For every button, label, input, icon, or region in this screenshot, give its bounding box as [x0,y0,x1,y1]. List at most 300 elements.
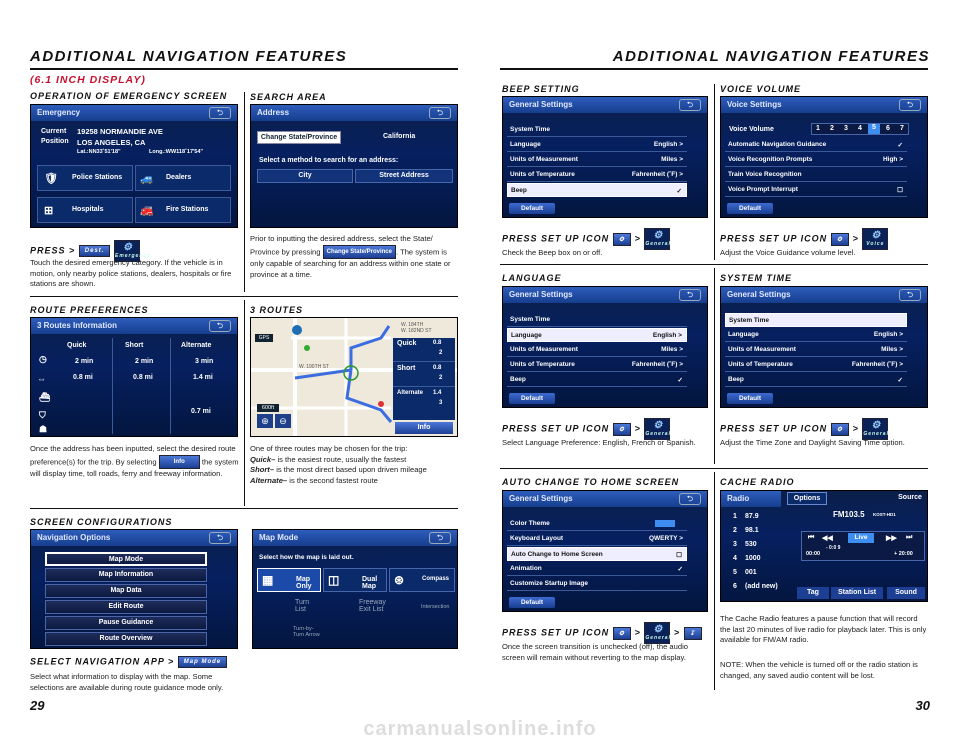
default-button[interactable]: Default [509,203,555,214]
voice-heading: VOICE VOLUME [720,84,802,94]
street-w184: W. 184TH [401,322,424,328]
route-overview-item[interactable]: Route Overview [45,632,207,646]
route-pref-heading: ROUTE PREFERENCES [30,305,149,315]
freeway-exit-label: Freeway Exit List [359,599,386,613]
press-setup-label: PRESS SET UP ICON [720,423,828,434]
map-mode-prompt: Select how the map is laid out. [259,554,354,561]
route-alternate-time: 3 [439,400,443,406]
default-button[interactable]: Default [727,203,773,214]
back-icon[interactable]: ⮌ [429,107,451,119]
vol-7[interactable]: 7 [900,125,904,132]
alternate-dist: 1.4 mi [193,374,213,381]
route-short-option[interactable] [393,363,455,387]
voice-icon: ⚙ Voice [862,228,888,250]
units-measure-row[interactable] [507,153,687,167]
general-icon: ⚙ General [644,228,670,250]
short-dist: 0.8 mi [133,374,153,381]
change-state-button[interactable]: Change State/Province [257,131,341,144]
back-icon[interactable]: ◀◀ [822,535,833,542]
quick-time: 2 min [75,358,94,365]
press-setup-label: PRESS SET UP ICON [720,233,828,244]
station-list-button[interactable]: Station List [831,587,883,599]
row-label: Keyboard Layout [510,535,564,542]
route-quick-dist: 0.8 [433,340,442,346]
setup-icon: ⚙ [831,423,849,436]
setup-icon: ⚙ [613,233,631,246]
row-label: System Time [729,317,769,324]
checkbox-icon: ✓ [676,188,682,195]
divider-h1 [30,296,458,297]
page-number-left: 29 [30,698,45,713]
setup-icon: ⚙ [613,627,631,640]
row-value: QWERTY > [648,535,683,542]
row-label: Beep [511,187,527,194]
route-pref-body-b: the system will display time, toll roads, ferry and freeway information. [30,456,239,478]
beep-screen [502,96,708,218]
live-button[interactable]: Live [848,533,874,543]
system-time-body: Adjust the Time Zone and Daylight Saving Time option. [720,438,905,447]
state-value: California [383,133,416,140]
police-stations-button[interactable] [37,165,133,191]
search-body [250,234,458,280]
preset-4[interactable]: 1000 [745,555,761,562]
color-swatch [655,520,675,527]
system-time-row[interactable] [507,123,687,137]
units-measure-row[interactable] [725,343,907,357]
setup-icon: ⚙ [613,423,631,436]
row-label: Color Theme [510,520,550,527]
system-time-screen [720,286,928,408]
general-icon: ⚙ General [862,418,888,440]
beep-row[interactable] [507,183,687,197]
title-rule-right [500,68,928,70]
back-icon[interactable]: ⮌ [209,320,231,332]
short-time: 2 min [135,358,154,365]
quick-desc: is the easiest route, usually the fastest [277,454,407,464]
address-screen-title: Address [251,105,457,121]
three-routes-intro: One of three routes may be chosen for the trip: [250,444,408,453]
info-inline: Info [159,455,200,470]
row-label: Voice Recognition Prompts [728,156,813,163]
vol-2[interactable]: 2 [830,125,834,132]
back-icon[interactable]: ⮌ [679,99,701,111]
route-pref-body [30,444,240,480]
divider-h3 [500,264,928,265]
quick-term: Quick– [250,454,276,464]
language-heading: LANGUAGE [502,273,562,283]
emergency-icon: ⚙ Emergency [114,240,140,262]
map-data-item[interactable]: Map Data [45,584,207,598]
skip-icon[interactable]: ⏭ [906,534,913,541]
quick-label: Quick [67,342,87,349]
units-temp-row[interactable] [725,358,907,372]
language-press: PRESS SET UP ICON ⚙ > ⚙ General [502,418,670,440]
row-label: Units of Temperature [510,171,575,178]
divider-v5 [714,472,715,690]
scale-label: 600ft [257,404,279,412]
quick-dist: 0.8 mi [73,374,93,381]
map-grid-icon: ▦ [262,573,274,587]
route-short-dist: 0.8 [433,365,442,371]
turn-by-turn-option[interactable] [257,624,321,648]
emergency-screen-title: Emergency [31,105,237,121]
scroll-down-icon: ↧ [684,627,702,640]
row-value: Miles > [661,346,683,353]
system-time-row[interactable] [725,313,907,327]
short-term: Short– [250,465,275,474]
checkbox-icon: ☐ [897,187,903,194]
divider-v4 [714,268,715,464]
short-label: Short [125,342,144,349]
dealers-button[interactable] [135,165,231,191]
general-settings-title: General Settings [721,287,927,303]
row-label: Language [510,141,541,148]
dual-map-label: Dual Map [362,576,378,590]
train-voice-row[interactable] [725,168,907,182]
route-quick-option[interactable] [393,338,455,362]
alternate-extra: 0.7 mi [191,408,211,415]
intersection-option[interactable] [389,596,455,620]
preset-1[interactable]: 87.9 [745,513,759,520]
freeway-icon: ⛉ [39,410,46,420]
address-line2: LOS ANGELES, CA [77,138,146,147]
route-quick-time: 2 [439,350,443,356]
alternate-time: 3 min [195,358,214,365]
back-icon[interactable]: ⮌ [899,99,921,111]
row-value: Miles > [661,156,683,163]
preset-6[interactable]: (add new) [745,583,778,590]
cache-player [801,531,925,561]
map-only-label: Map Only [296,576,312,590]
police-stations-label: Police Stations [72,174,123,181]
page-title-right: ADDITIONAL NAVIGATION FEATURES [612,48,930,65]
units-measure-row[interactable] [507,343,687,357]
search-screen [250,104,458,228]
route-alternate-name: Alternate [397,390,424,396]
ferry-icon: ⛴ [39,392,51,402]
voice-recog-prompts-row[interactable] [725,153,907,167]
alternate-column[interactable] [173,338,235,434]
general-settings-title: General Settings [503,491,707,507]
row-value: Fahrenheit (˚F) > [851,361,903,368]
back-icon[interactable]: ⮌ [679,493,701,505]
search-prompt: Select a method to search for an address: [259,157,399,164]
press-label: PRESS > [30,245,76,256]
checkbox-icon: ✓ [897,142,903,149]
fire-stations-button[interactable] [135,197,231,223]
screen-config-heading: SCREEN CONFIGURATIONS [30,517,173,527]
auto-change-body: Once the screen transition is unchecked (off), the audio screen will remain without reverting to the map display. [502,642,689,662]
system-time-press: PRESS SET UP ICON ⚙ > ⚙ General [720,418,888,440]
cache-radio-heading: CACHE RADIO [720,477,795,487]
row-label: Automatic Navigation Guidance [728,141,827,148]
turn-list-label: Turn List [295,599,310,613]
row-value: Fahrenheit (˚F) > [631,361,683,368]
forward-icon[interactable]: ▶▶ [886,535,897,542]
back-icon[interactable]: ⮌ [899,289,921,301]
volume-selector[interactable] [811,123,909,135]
latitude: Lat.:NN33˚51'18" [77,149,121,155]
preset-list [723,509,793,599]
checkbox-icon: ✓ [677,566,683,573]
row-label: Units of Temperature [728,361,793,368]
alternate-label: Alternate [181,342,212,349]
longitude: Long.:WW118˚17'54" [149,149,204,155]
compass-option[interactable] [389,568,455,592]
auto-change-screen [502,490,708,612]
offset-time: - 0:0 9 [826,545,841,551]
zoom-out-button[interactable]: ⊖ [275,414,291,428]
vol-3[interactable]: 3 [844,125,848,132]
dual-map-icon: ◫ [328,573,340,587]
police-icon: 🛡 [44,173,58,185]
current-position-label: Current Position [41,128,69,145]
general-settings-title: General Settings [503,97,707,113]
beep-heading: BEEP SETTING [502,84,580,94]
route-alternate-option[interactable] [393,388,455,412]
divider-h2 [30,508,458,509]
route-quick-name: Quick [397,340,417,347]
preset-2[interactable]: 98.1 [745,527,759,534]
voice-screen [720,96,928,218]
language-row[interactable] [507,138,687,152]
dual-map-option[interactable] [323,568,387,592]
station-call: KOST-HD1 [873,512,896,517]
route-short-time: 2 [439,375,443,381]
dealers-label: Dealers [166,174,192,181]
checkbox-icon: ✓ [677,377,683,384]
press-setup-label: PRESS SET UP ICON [502,233,610,244]
default-button[interactable]: Default [727,393,773,404]
pause-guidance-item[interactable]: Pause Guidance [45,616,207,630]
units-temp-row[interactable] [507,168,687,182]
edit-route-item[interactable]: Edit Route [45,600,207,614]
default-button[interactable]: Default [509,393,555,404]
preset-3[interactable]: 530 [745,541,757,548]
search-heading: SEARCH AREA [250,92,327,102]
map-screen [250,317,458,437]
setup-icon: ⚙ [831,233,849,246]
radio-screen [720,490,928,602]
keyboard-layout-row[interactable] [507,532,687,546]
beep-body: Check the Beep box on or off. [502,248,603,257]
dealer-icon: 🚙 [140,173,154,185]
color-theme-row[interactable] [507,517,687,531]
auto-change-press: PRESS SET UP ICON ⚙ > ⚙ General > ↧ [502,622,702,644]
preset-5[interactable]: 001 [745,569,757,576]
three-routes-heading: 3 ROUTES [250,305,304,315]
map-mode-screen [252,529,458,649]
search-body-b: . The system is only capable of searching for an address within one state or province at a time. [250,246,451,279]
elapsed-time: 00:00 [806,551,821,557]
row-label: Language [511,332,542,339]
short-column[interactable] [115,338,171,434]
zoom-in-button[interactable]: ⊕ [257,414,273,428]
row-value: English > [873,331,903,338]
map-mode-title: Map Mode [253,530,457,546]
source-button[interactable]: Source [898,494,922,501]
map-only-option[interactable] [257,568,321,592]
row-label: Units of Measurement [510,346,578,353]
preset-2-num: 2 [733,527,737,534]
emergency-body: Touch the desired emergency category. If the vehicle is in motion, only nearby police stations, dealers, hospitals or fire stations are shown. [30,258,232,288]
system-time-heading: SYSTEM TIME [720,273,793,283]
emergency-screen [30,104,238,228]
vol-1[interactable]: 1 [816,125,820,132]
map-mode-inline: Map Mode [178,656,227,668]
row-label: System Time [510,316,550,323]
row-value: English > [652,332,682,339]
cache-radio-body1: The Cache Radio features a pause function that will record the last 20 minutes of live radio for playback later. This is only available for FM/AM radio. [720,614,927,644]
street-w182: W. 182ND ST [401,328,432,334]
options-button[interactable]: Options [787,492,827,505]
checkbox-icon: ✓ [897,377,903,384]
emergency-heading: OPERATION OF EMERGENCY SCREEN [30,91,228,101]
row-value: Fahrenheit (˚F) > [631,171,683,178]
gps-button[interactable]: GPS [255,334,273,342]
rewind-icon[interactable]: ⏮ [808,534,815,541]
change-state-inline: Change State/Province [323,245,396,260]
language-screen [502,286,708,408]
preset-5-num: 5 [733,569,737,576]
vol-6[interactable]: 6 [886,125,890,132]
page-number-right: 30 [915,698,930,713]
tag-button[interactable]: Tag [797,587,829,599]
cache-radio-body2: NOTE: When the vehicle is turned off or the radio station is changed, any saved audio content will be lost. [720,660,918,680]
units-temp-row[interactable] [507,358,687,372]
routes-info-title: 3 Routes Information [31,318,237,334]
freeway-exit-option[interactable] [323,596,387,620]
preset-1-num: 1 [733,513,737,520]
beep-row[interactable] [725,373,907,387]
route-short-name: Short [397,365,416,372]
page-title-left: ADDITIONAL NAVIGATION FEATURES [30,48,348,65]
language-row[interactable] [725,328,907,342]
nav-options-title: Navigation Options [31,530,237,546]
sound-button[interactable]: Sound [887,587,925,599]
press-setup-label: PRESS SET UP ICON [502,627,610,638]
hospitals-button[interactable] [37,197,133,223]
hospital-icon: ⊞ [44,205,54,217]
back-icon[interactable]: ⮌ [679,289,701,301]
row-label: Language [728,331,759,338]
general-icon: ⚙ General [644,622,670,644]
route-options-panel [393,338,455,420]
auto-change-row[interactable] [507,547,687,561]
divider-v3 [714,84,715,260]
row-label: Voice Prompt Interrupt [728,186,798,193]
auto-change-heading: AUTO CHANGE TO HOME SCREEN [502,477,680,487]
route-alternate-dist: 1.4 [433,390,442,396]
back-icon[interactable]: ⮌ [209,532,231,544]
voice-press: PRESS SET UP ICON ⚙ > ⚙ Voice [720,228,888,250]
fire-truck-icon: 🚒 [140,205,154,217]
row-value: English > [653,141,683,148]
voice-prompt-interrupt-row[interactable] [725,183,907,197]
remaining-time: + 20:00 [894,551,913,557]
clock-icon: ◷ [39,354,47,364]
dest-button: Dest. [79,245,111,257]
row-label: Units of Temperature [510,361,575,368]
row-label: Auto Change to Home Screen [511,551,603,558]
three-routes-body [250,444,460,486]
toll-icon: ⇔ [37,374,46,384]
turn-list-option[interactable] [257,596,321,620]
language-row[interactable] [507,328,687,342]
row-value: High > [882,156,903,163]
system-time-row[interactable] [507,313,687,327]
preset-4-num: 4 [733,555,737,562]
voice-body: Adjust the Voice Guidance volume level. [720,248,856,257]
animation-row[interactable] [507,562,687,576]
checkbox-icon: ☐ [676,552,682,559]
footer-watermark: carmanualsonline.info [363,718,597,740]
route-pref-body-a: Once the address has been inputted, select the desired route preference(s) for the trip. By selecting [30,444,236,466]
hospitals-label: Hospitals [72,206,104,213]
map-information-item[interactable]: Map Information [45,568,207,582]
back-icon[interactable]: ⮌ [209,107,231,119]
fire-stations-label: Fire Stations [166,206,209,213]
vol-4[interactable]: 4 [858,125,862,132]
default-button[interactable]: Default [509,597,555,608]
search-body-a: Prior to inputting the desired address, select the State/ Province by pressing [250,234,433,256]
route-pref-screen [30,317,238,437]
short-desc: is the most direct based upon driven mileage [276,465,427,474]
startup-image-row[interactable] [507,577,687,591]
general-settings-title: General Settings [503,287,707,303]
divider-v2 [244,300,245,506]
select-nav-app [30,656,227,668]
compass-icon: ⊛ [394,573,405,587]
voice-volume-label: Voice Volume [729,126,774,133]
title-rule-left [30,68,458,70]
divider-h4 [500,468,928,469]
select-nav-label: SELECT NAVIGATION APP > [30,656,175,667]
voice-settings-title: Voice Settings [721,97,927,113]
street-w190: W. 190TH ST [299,364,330,370]
street-address-button[interactable]: Street Address [355,169,453,183]
turn-by-turn-label: Turn-by-Turn Arrow [293,626,320,638]
unknown-icon: ☗ [39,424,48,434]
quick-column[interactable] [57,338,113,434]
beep-row[interactable] [507,373,687,387]
vol-5-selected[interactable]: 5 [868,124,880,134]
map-mode-item[interactable]: Map Mode [45,552,207,566]
screen-config-body: Select what information to display with the map. Some selections are available during route guidance mode only. [30,672,224,692]
station-freq: FM103.5 [833,510,865,519]
row-label: Animation [510,565,542,572]
compass-label: Compass [422,576,450,582]
intersection-label: Intersection [421,604,450,610]
row-label: Customize Startup Image [510,580,589,587]
alternate-term: Alternate– [250,475,288,485]
map-info-button[interactable]: Info [395,422,453,434]
row-label: Units of Measurement [510,156,578,163]
general-icon: ⚙ General [644,418,670,440]
press-setup-label: PRESS SET UP ICON [502,423,610,434]
nav-options-screen [30,529,238,649]
language-body: Select Language Preference: English, French or Spanish. [502,438,696,447]
beep-press: PRESS SET UP ICON ⚙ > ⚙ General [502,228,670,250]
city-button[interactable]: City [257,169,353,183]
row-label: Train Voice Recognition [728,171,802,178]
row-label: System Time [510,126,550,133]
row-label: Beep [510,376,526,383]
address-line1: 19258 NORMANDIE AVE [77,127,163,136]
auto-nav-guidance-row[interactable] [725,138,907,152]
radio-title: Radio [721,491,781,507]
back-icon[interactable]: ⮌ [429,532,451,544]
